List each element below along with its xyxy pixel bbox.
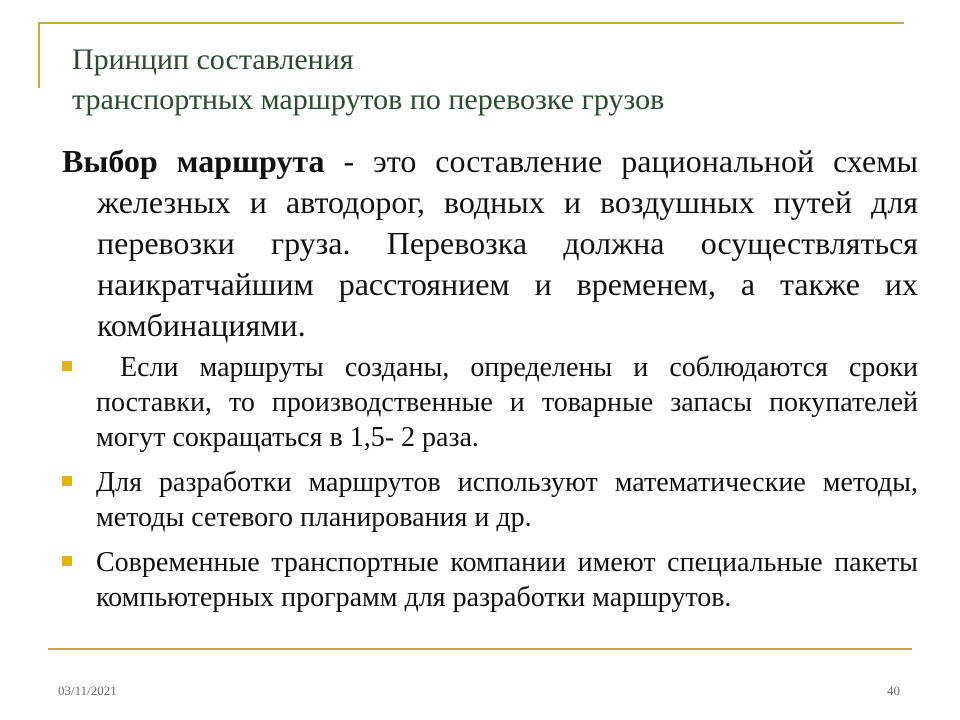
slide-title-line-2: транспортных маршрутов по перевозке грузов xyxy=(72,83,665,116)
bullet-item xyxy=(58,465,918,535)
intro-paragraph xyxy=(62,141,918,346)
bullet-item xyxy=(58,545,918,615)
bullet-square-icon xyxy=(62,361,72,371)
bullet-square-icon xyxy=(62,556,72,566)
bullet-text: Для разработки маршрутов используют математические методы, методы сетевого планирования и др. xyxy=(96,467,918,533)
bullet-square-icon xyxy=(62,476,72,486)
frame-bottom-line xyxy=(48,648,912,650)
bullet-list xyxy=(58,350,918,625)
intro-term: Выбор маршрута xyxy=(62,143,325,179)
slide-title xyxy=(72,40,912,120)
bullet-item xyxy=(58,350,918,455)
page-number: 40 xyxy=(887,683,900,698)
frame-left-line xyxy=(38,22,40,88)
intro-text: - это составление рациональной схемы железных и автодорог, водных и воздушных путей для перевозки груза. Перевозка должна осуществляться наикратчайшим расстоянием и временем, а также их комбинациями. xyxy=(97,143,919,343)
footer-date: 03/11/2021 xyxy=(58,683,117,698)
bullet-text: Если маршруты созданы, определены и соблюдаются сроки поставки, то производственные и товарные запасы покупателей могут сокращаться в 1,5- 2 раза. xyxy=(96,352,918,453)
frame-top-line xyxy=(38,22,904,24)
slide-title-line-1: Принцип составления xyxy=(72,43,354,76)
bullet-text: Современные транспортные компании имеют специальные пакеты компьютерных программ для разработки маршрутов. xyxy=(96,547,918,613)
